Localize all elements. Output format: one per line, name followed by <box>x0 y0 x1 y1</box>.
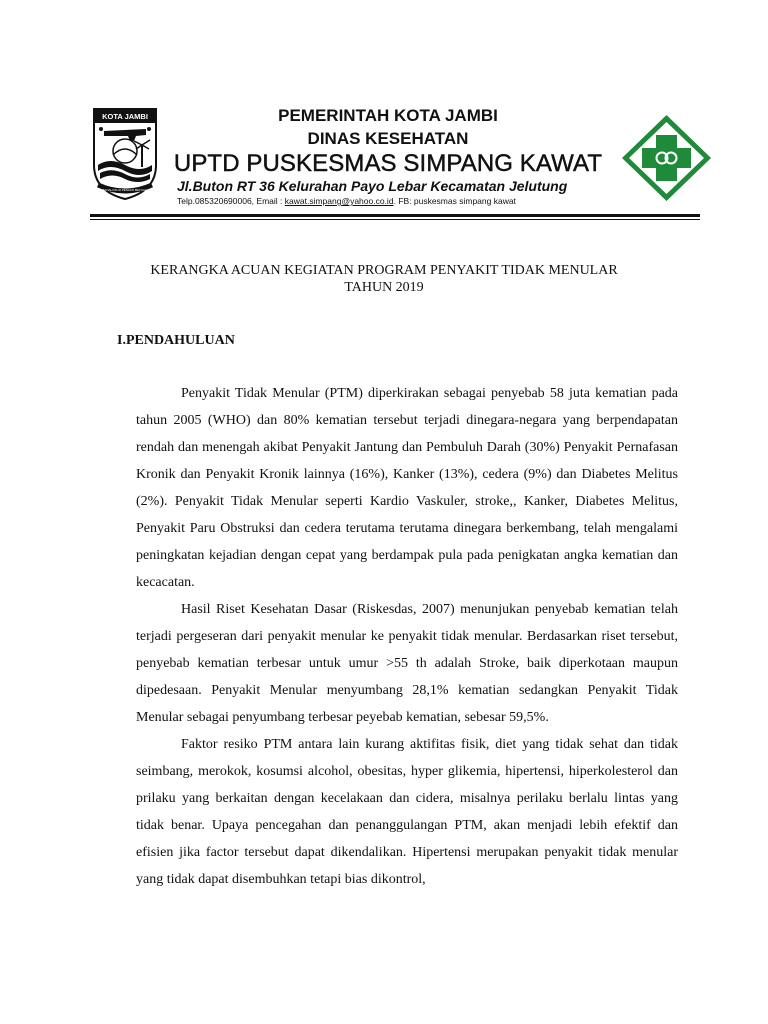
letterhead-contact <box>177 196 516 206</box>
letterhead-institution: UPTD PUSKESMAS SIMPANG KAWAT <box>173 150 603 177</box>
contact-email-link[interactable]: kawat.simpang@yahoo.co.id <box>284 196 394 206</box>
document-title-line2: TAHUN 2019 <box>344 280 424 295</box>
letterhead-address: Jl.Buton RT 36 Kelurahan Payo Lebar Kecamatan Jelutung <box>177 178 568 194</box>
puskesmas-cross-logo-icon <box>620 113 713 203</box>
paragraph: Hasil Riset Kesehatan Dasar (Riskesdas, 2007) menunjukan penyebab kematian telah terjadi pergeseran dari penyakit menular ke penyakit tidak menular. Berdasarkan riset tersebut, penyebab kematian terbesar untuk umur >55 th adalah Stroke, baik diperkotaan maupun dipedesaan. Penyakit Menular menyumbang 28,1% kematian sedangkan Penyakit Tidak Menular sebagai penyumbang terbesar peyebab kematian, sebesar 59,5%. <box>136 602 678 725</box>
section-heading: I.PENDAHULUAN <box>117 333 235 348</box>
document-body <box>136 380 678 893</box>
letterhead-government: PEMERINTAH KOTA JAMBI <box>278 106 498 125</box>
letterhead-department: DINAS KESEHATAN <box>307 129 469 148</box>
document-title-line1: KERANGKA ACUAN KEGIATAN PROGRAM PENYAKIT TIDAK MENULAR <box>150 263 618 278</box>
kota-jambi-emblem-icon <box>90 105 160 201</box>
svg-text:TANAH PILIH PESAKO BETUAH: TANAH PILIH PESAKO BETUAH <box>102 188 148 192</box>
letterhead-divider-thin <box>90 219 700 220</box>
document-title <box>100 262 668 296</box>
contact-phone: Telp.085320690006, Email : <box>177 196 285 206</box>
paragraph: Penyakit Tidak Menular (PTM) diperkirakan sebagai penyebab 58 juta kematian pada tahun 2005 (WHO) dan 80% kematian tersebut terjadi dinegara-negara yang berpendapatan rendah dan menengah akibat Penyakit Jantung dan Pembuluh Darah (30%) Penyakit Pernafasan Kronik dan Penyakit Kronik lainnya (16%), Kanker (13%), cedera (9%) dan Diabetes Melitus (2%). Penyakit Tidak Menular seperti Kardio Vaskuler, stroke,, Kanker, Diabetes Melitus, Penyakit Paru Obstruksi dan cedera terutama terutama dinegara berkembang, telah mengalami peningkatan kejadian dengan cepat yang berdampak pula pada penigkatan angka kematian dan kecacatan. <box>136 386 678 590</box>
svg-text:KOTA JAMBI: KOTA JAMBI <box>102 112 148 121</box>
paragraph: Faktor resiko PTM antara lain kurang aktifitas fisik, diet yang tidak sehat dan tidak seimbang, merokok, kosumsi alcohol, obesitas, hyper glikemia, hipertensi, hiperkolesterol dan prilaku yang berkaitan dengan kecelakaan dan cidera, misalnya perilaku berlalu lintas yang tidak benar. Upaya pencegahan dan penanggulangan PTM, akan menjadi lebih efektif dan efisien jika factor tersebut dapat dikendalikan. Hipertensi merupakan penyakit tidak menular yang tidak dapat disembuhkan tetapi bias dikontrol, <box>136 737 678 887</box>
contact-facebook: . FB: puskesmas simpang kawat <box>393 196 516 206</box>
letterhead <box>160 104 616 178</box>
letterhead-divider-thick <box>90 214 700 217</box>
